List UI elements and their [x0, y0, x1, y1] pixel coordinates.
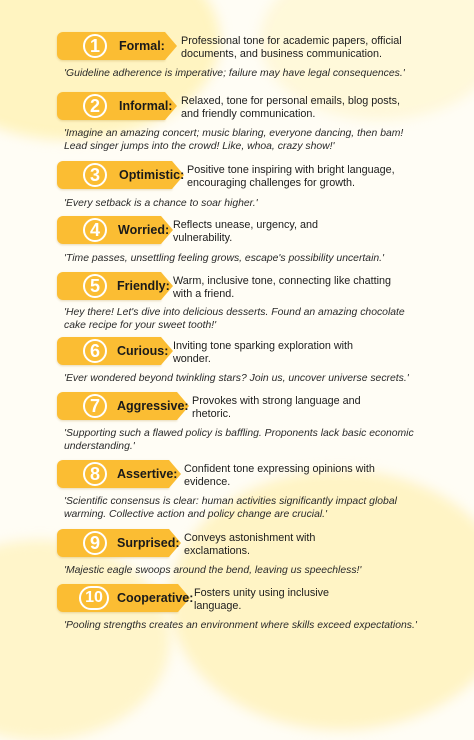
tone-example: 'Majestic eagle swoops around the bend, leaving us speechless!' — [64, 565, 362, 576]
tone-example: 'Imagine an amazing concert; music blaring, everyone dancing, then bam! Lead singer jumps into the crowd! Like, whoa, crazy show!' — [64, 128, 404, 152]
tone-example: 'Supporting such a flawed policy is baffling. Proponents lack basic economic understanding.' — [64, 428, 414, 452]
number-badge: 9 — [83, 531, 107, 555]
number-badge: 4 — [83, 218, 107, 242]
number-badge: 1 — [83, 34, 107, 58]
number-badge: 6 — [83, 339, 107, 363]
tone-example: 'Hey there! Let's dive into delicious desserts. Found an amazing chocolate cake recipe for your sweet tooth!' — [64, 307, 405, 331]
number-badge: 5 — [83, 274, 107, 298]
tone-example: 'Scientific consensus is clear: human activities significantly impact global warming. Collective action and policy change are crucial.' — [64, 496, 397, 520]
number-badge: 2 — [83, 94, 107, 118]
tone-name: Assertive: — [117, 467, 178, 481]
number-badge: 8 — [83, 462, 107, 486]
tab-arrow-shape — [165, 32, 177, 60]
tone-example: 'Guideline adherence is imperative; failure may have legal consequences.' — [64, 68, 405, 79]
number-badge: 7 — [83, 394, 107, 418]
tone-description: Reflects unease, urgency, and vulnerability. — [173, 219, 319, 244]
tone-name: Curious: — [117, 344, 169, 358]
tone-name: Friendly: — [117, 279, 170, 293]
tone-example: 'Pooling strengths creates an environment where skills exceed expectations.' — [64, 620, 417, 631]
tone-example: 'Ever wondered beyond twinkling stars? Join us, uncover universe secrets.' — [64, 373, 409, 384]
tone-description: Conveys astonishment with exclamations. — [184, 532, 316, 557]
tone-description: Inviting tone sparking exploration with wonder. — [173, 340, 354, 365]
tone-description: Warm, inclusive tone, connecting like chatting with a friend. — [173, 275, 392, 300]
number-badge: 3 — [83, 163, 107, 187]
number-badge: 10 — [79, 586, 109, 610]
tone-description: Fosters unity using inclusive language. — [194, 587, 330, 612]
tone-name: Optimistic: — [119, 168, 185, 182]
tone-example: 'Every setback is a chance to soar higher.' — [64, 198, 258, 209]
tone-name: Surprised: — [117, 536, 180, 550]
tone-name: Aggressive: — [117, 399, 189, 413]
tone-name: Worried: — [118, 223, 170, 237]
tone-description: Confident tone expressing opinions with evidence. — [184, 463, 375, 488]
tone-description: Positive tone inspiring with bright language, encouraging challenges for growth. — [187, 164, 395, 189]
tone-description: Relaxed, tone for personal emails, blog posts, and friendly communication. — [181, 95, 401, 120]
tone-description: Provokes with strong language and rhetoric. — [192, 395, 361, 420]
tone-name: Cooperative: — [117, 591, 194, 605]
tone-description: Professional tone for academic papers, official documents, and business communication. — [181, 35, 402, 60]
tone-name: Informal: — [119, 99, 173, 113]
tone-example: 'Time passes, unsettling feeling grows, escape's possibility uncertain.' — [64, 253, 385, 264]
tone-name: Formal: — [119, 39, 165, 53]
